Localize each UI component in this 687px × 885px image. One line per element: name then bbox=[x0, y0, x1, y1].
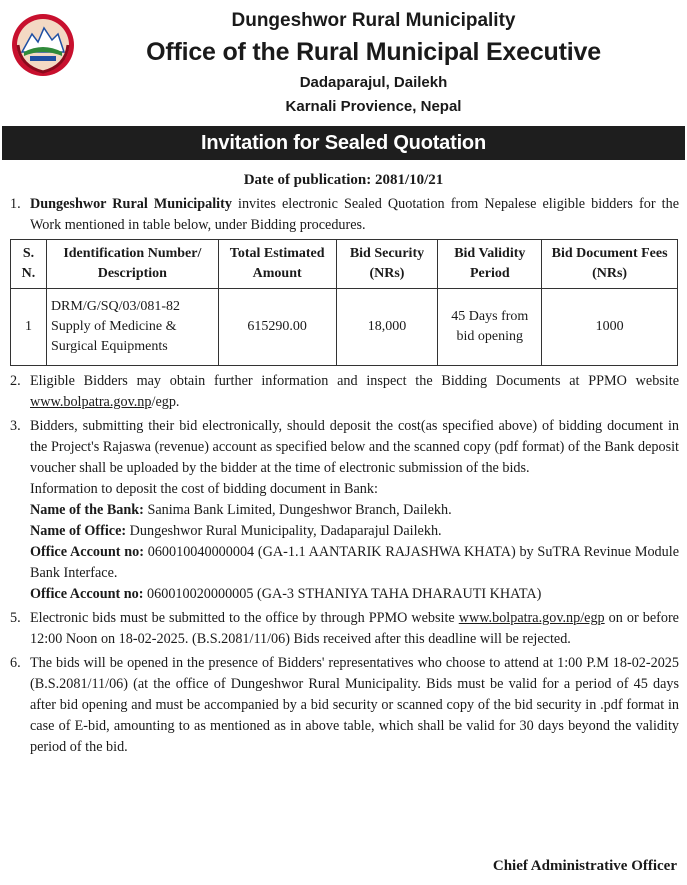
signature-title: Chief Administrative Officer bbox=[492, 858, 677, 874]
account-1-value: 060010040000004 (GA-1.1 AANTARIK RAJASHWA KHATA) by SuTRA Revinue Module Bank Interface. bbox=[30, 544, 679, 581]
paragraph-2 bbox=[10, 371, 679, 413]
paragraph-number: 1. bbox=[10, 196, 21, 212]
paragraph-number: 5. bbox=[10, 610, 21, 626]
paragraph-number: 2. bbox=[10, 373, 21, 389]
ppmo-website-link[interactable]: www.bolpatra.gov.np bbox=[30, 394, 152, 410]
account-2-value: 060010020000005 (GA-3 STHANIYA TAHA DHARAUTI KHATA) bbox=[143, 586, 542, 602]
identification-number: DRM/G/SQ/03/081-82 bbox=[50, 299, 181, 314]
table-row bbox=[11, 289, 678, 366]
paragraph-text: Eligible Bidders may obtain further information and inspect the Bidding Documents at PPMO website bbox=[30, 373, 679, 389]
column-header-sn: S. N. bbox=[11, 240, 47, 289]
paragraph-number: 6. bbox=[10, 655, 21, 671]
paragraph-text: Electronic bids must be submitted to the office by through PPMO website bbox=[30, 610, 459, 626]
paragraph-tail: /egp. bbox=[151, 394, 180, 410]
paragraph-text: invites electronic Sealed Quotation from Nepalese eligible bidders for the Work mentioned in table below, under Bidding procedures. bbox=[30, 196, 680, 233]
office-name: Office of the Rural Municipal Executive bbox=[146, 38, 601, 66]
account-2-label: Office Account no: bbox=[30, 586, 144, 602]
column-header-amount: Total Estimated Amount bbox=[218, 240, 336, 289]
paragraph-number: 3. bbox=[10, 418, 21, 434]
column-header-id: Identification Number/ Description bbox=[46, 240, 218, 289]
paragraph-text: Bidders, submitting their bid electronically, should deposit the cost(as specified above) of bidding document in the Project's Rajaswa (revenue) account as specified below and the scanned copy (pdf format) of the Bank deposit voucher shall be uploaded by the bidder at the time of electronic submission of the bids. bbox=[30, 418, 679, 476]
paragraph-6 bbox=[10, 653, 679, 758]
publication-date: Date of publication: 2081/10/21 bbox=[243, 172, 444, 188]
notice-title-banner: Invitation for Sealed Quotation bbox=[2, 126, 685, 160]
office-name-value: Dungeshwor Rural Municipality, Dadaparajul Dailekh. bbox=[126, 523, 442, 539]
paragraph-3 bbox=[10, 416, 679, 605]
address-line-2: Karnali Provience, Nepal bbox=[285, 98, 462, 115]
bank-name-label: Name of the Bank: bbox=[30, 502, 144, 518]
cell-sn: 1 bbox=[11, 289, 47, 366]
column-header-fees: Bid Document Fees (NRs) bbox=[542, 240, 678, 289]
cell-security: 18,000 bbox=[336, 289, 438, 366]
notice-body bbox=[10, 194, 679, 761]
bank-name-value: Sanima Bank Limited, Dungeshwor Branch, Dailekh. bbox=[143, 502, 452, 518]
cell-amount: 615290.00 bbox=[218, 289, 336, 366]
paragraph-5 bbox=[10, 608, 679, 650]
bank-info-intro: Information to deposit the cost of bidding document in Bank: bbox=[30, 481, 378, 497]
cell-validity: 45 Days from bid opening bbox=[438, 289, 542, 366]
address-line-1: Dadaparajul, Dailekh bbox=[299, 74, 448, 91]
column-header-security: Bid Security (NRs) bbox=[336, 240, 438, 289]
account-1-label: Office Account no: bbox=[30, 544, 144, 560]
municipality-name: Dungeshwor Rural Municipality bbox=[231, 10, 516, 31]
ppmo-egp-link[interactable]: www.bolpatra.gov.np/egp bbox=[458, 610, 605, 626]
cell-fees: 1000 bbox=[542, 289, 678, 366]
bid-table bbox=[10, 239, 678, 366]
cell-description bbox=[46, 289, 218, 366]
paragraph-tail: on or before 12:00 Noon on 18-02-2025. (B.S.2081/11/06) Bids received after this deadline will be rejected. bbox=[30, 610, 679, 647]
item-description: Supply of Medicine & Surgical Equipments bbox=[50, 319, 177, 354]
paragraph-text: The bids will be opened in the presence of Bidders' representatives who choose to attend at 1:00 P.M 18-02-2025 (B.S.2081/11/06) (at the office of Dungeshwor Rural Municipality. Bids must be valid for a period of 45 days after bid opening and must be accompanied by a bid security or scanned copy of the bid security in .pdf format in case of E-bid, amounting to as mentioned as in above table, which shall be valid for 30 days beyond the validity period of the bid. bbox=[30, 655, 679, 755]
paragraph-1 bbox=[10, 194, 679, 236]
table-header-row bbox=[11, 240, 678, 289]
municipality-bold: Dungeshwor Rural Municipality bbox=[30, 196, 232, 212]
office-name-label: Name of Office: bbox=[30, 523, 127, 539]
column-header-validity: Bid Validity Period bbox=[438, 240, 542, 289]
letterhead bbox=[0, 0, 687, 122]
